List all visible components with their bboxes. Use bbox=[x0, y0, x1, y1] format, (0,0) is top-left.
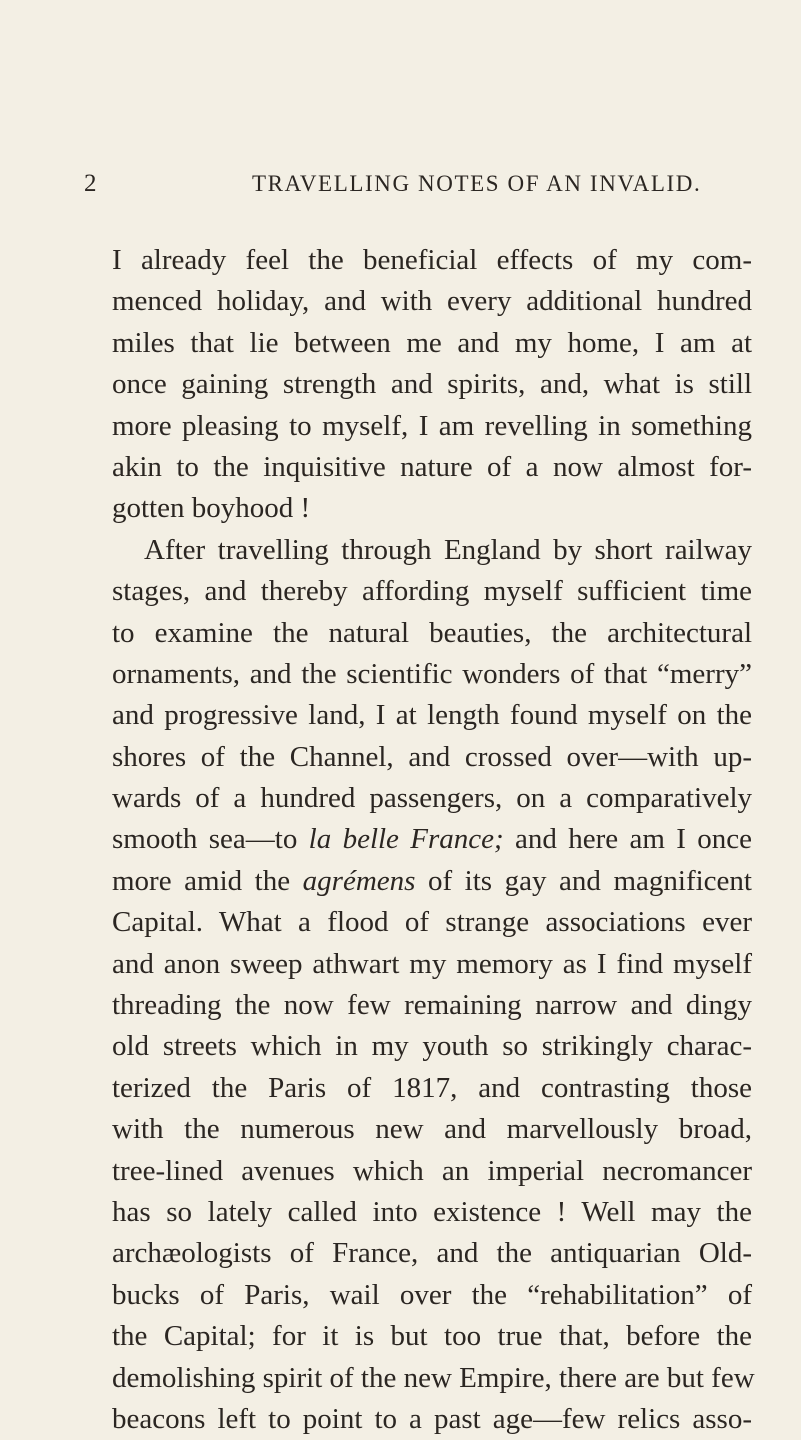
italic-phrase: agrémens bbox=[302, 864, 416, 897]
text-line: tree-lined avenues which an imperial necromancer bbox=[112, 1154, 752, 1187]
text-line: Capital. What a flood of strange associations ever bbox=[112, 906, 752, 939]
text-line: miles that lie between me and my home, I am at bbox=[112, 326, 752, 359]
text-line-with-italic bbox=[112, 861, 752, 902]
text-line: menced holiday, and with every additional hundred bbox=[112, 285, 752, 318]
text-line: terized the Paris of 1817, and contrasting those bbox=[112, 1071, 752, 1104]
text-line-with-italic bbox=[112, 819, 752, 860]
text-line: shores of the Channel, and crossed over—with up- bbox=[112, 740, 752, 773]
text-line: akin to the inquisitive nature of a now almost for- bbox=[112, 450, 752, 483]
text-line: After travelling through England by short railway bbox=[144, 533, 752, 566]
text-line: threading the now few remaining narrow and dingy bbox=[112, 989, 752, 1022]
text-line: demolishing spirit of the new Empire, there are but few bbox=[112, 1361, 755, 1394]
text-segment: smooth sea—to bbox=[112, 823, 309, 856]
text-line: and progressive land, I at length found myself on the bbox=[112, 699, 752, 732]
running-header bbox=[84, 166, 744, 202]
text-line: old streets which in my youth so strikingly charac- bbox=[112, 1030, 752, 1063]
text-segment: more amid the bbox=[112, 864, 303, 897]
text-line: gotten boyhood ! bbox=[112, 492, 311, 525]
page-number: 2 bbox=[84, 170, 97, 197]
italic-phrase: la belle France; bbox=[308, 823, 504, 856]
body-text bbox=[112, 240, 755, 1440]
text-segment: and here am I once bbox=[503, 823, 752, 856]
text-line: has so lately called into existence ! Well may the bbox=[112, 1195, 752, 1228]
text-line: archæologists of France, and the antiquarian Old- bbox=[112, 1237, 752, 1270]
text-line: and anon sweep athwart my memory as I find myself bbox=[112, 947, 752, 980]
text-line: ornaments, and the scientific wonders of that “merry” bbox=[112, 657, 752, 690]
text-line: more pleasing to myself, I am revelling in something bbox=[112, 409, 752, 442]
text-line: stages, and thereby affording myself sufficient time bbox=[112, 575, 752, 608]
text-segment: of its gay and magnificent bbox=[415, 864, 752, 897]
text-line: I already feel the beneficial effects of my com- bbox=[112, 244, 752, 276]
text-line: once gaining strength and spirits, and, what is still bbox=[112, 368, 752, 401]
text-line: wards of a hundred passengers, on a comparatively bbox=[112, 782, 752, 815]
text-line: to examine the natural beauties, the architectural bbox=[112, 616, 752, 649]
running-title: TRAVELLING NOTES OF AN INVALID. bbox=[252, 171, 702, 196]
text-line: the Capital; for it is but too true that, before the bbox=[112, 1320, 752, 1353]
text-line: beacons left to point to a past age—few relics asso- bbox=[112, 1402, 752, 1435]
text-line: bucks of Paris, wail over the “rehabilitation” of bbox=[112, 1278, 752, 1311]
text-line: with the numerous new and marvellously broad, bbox=[112, 1113, 752, 1146]
